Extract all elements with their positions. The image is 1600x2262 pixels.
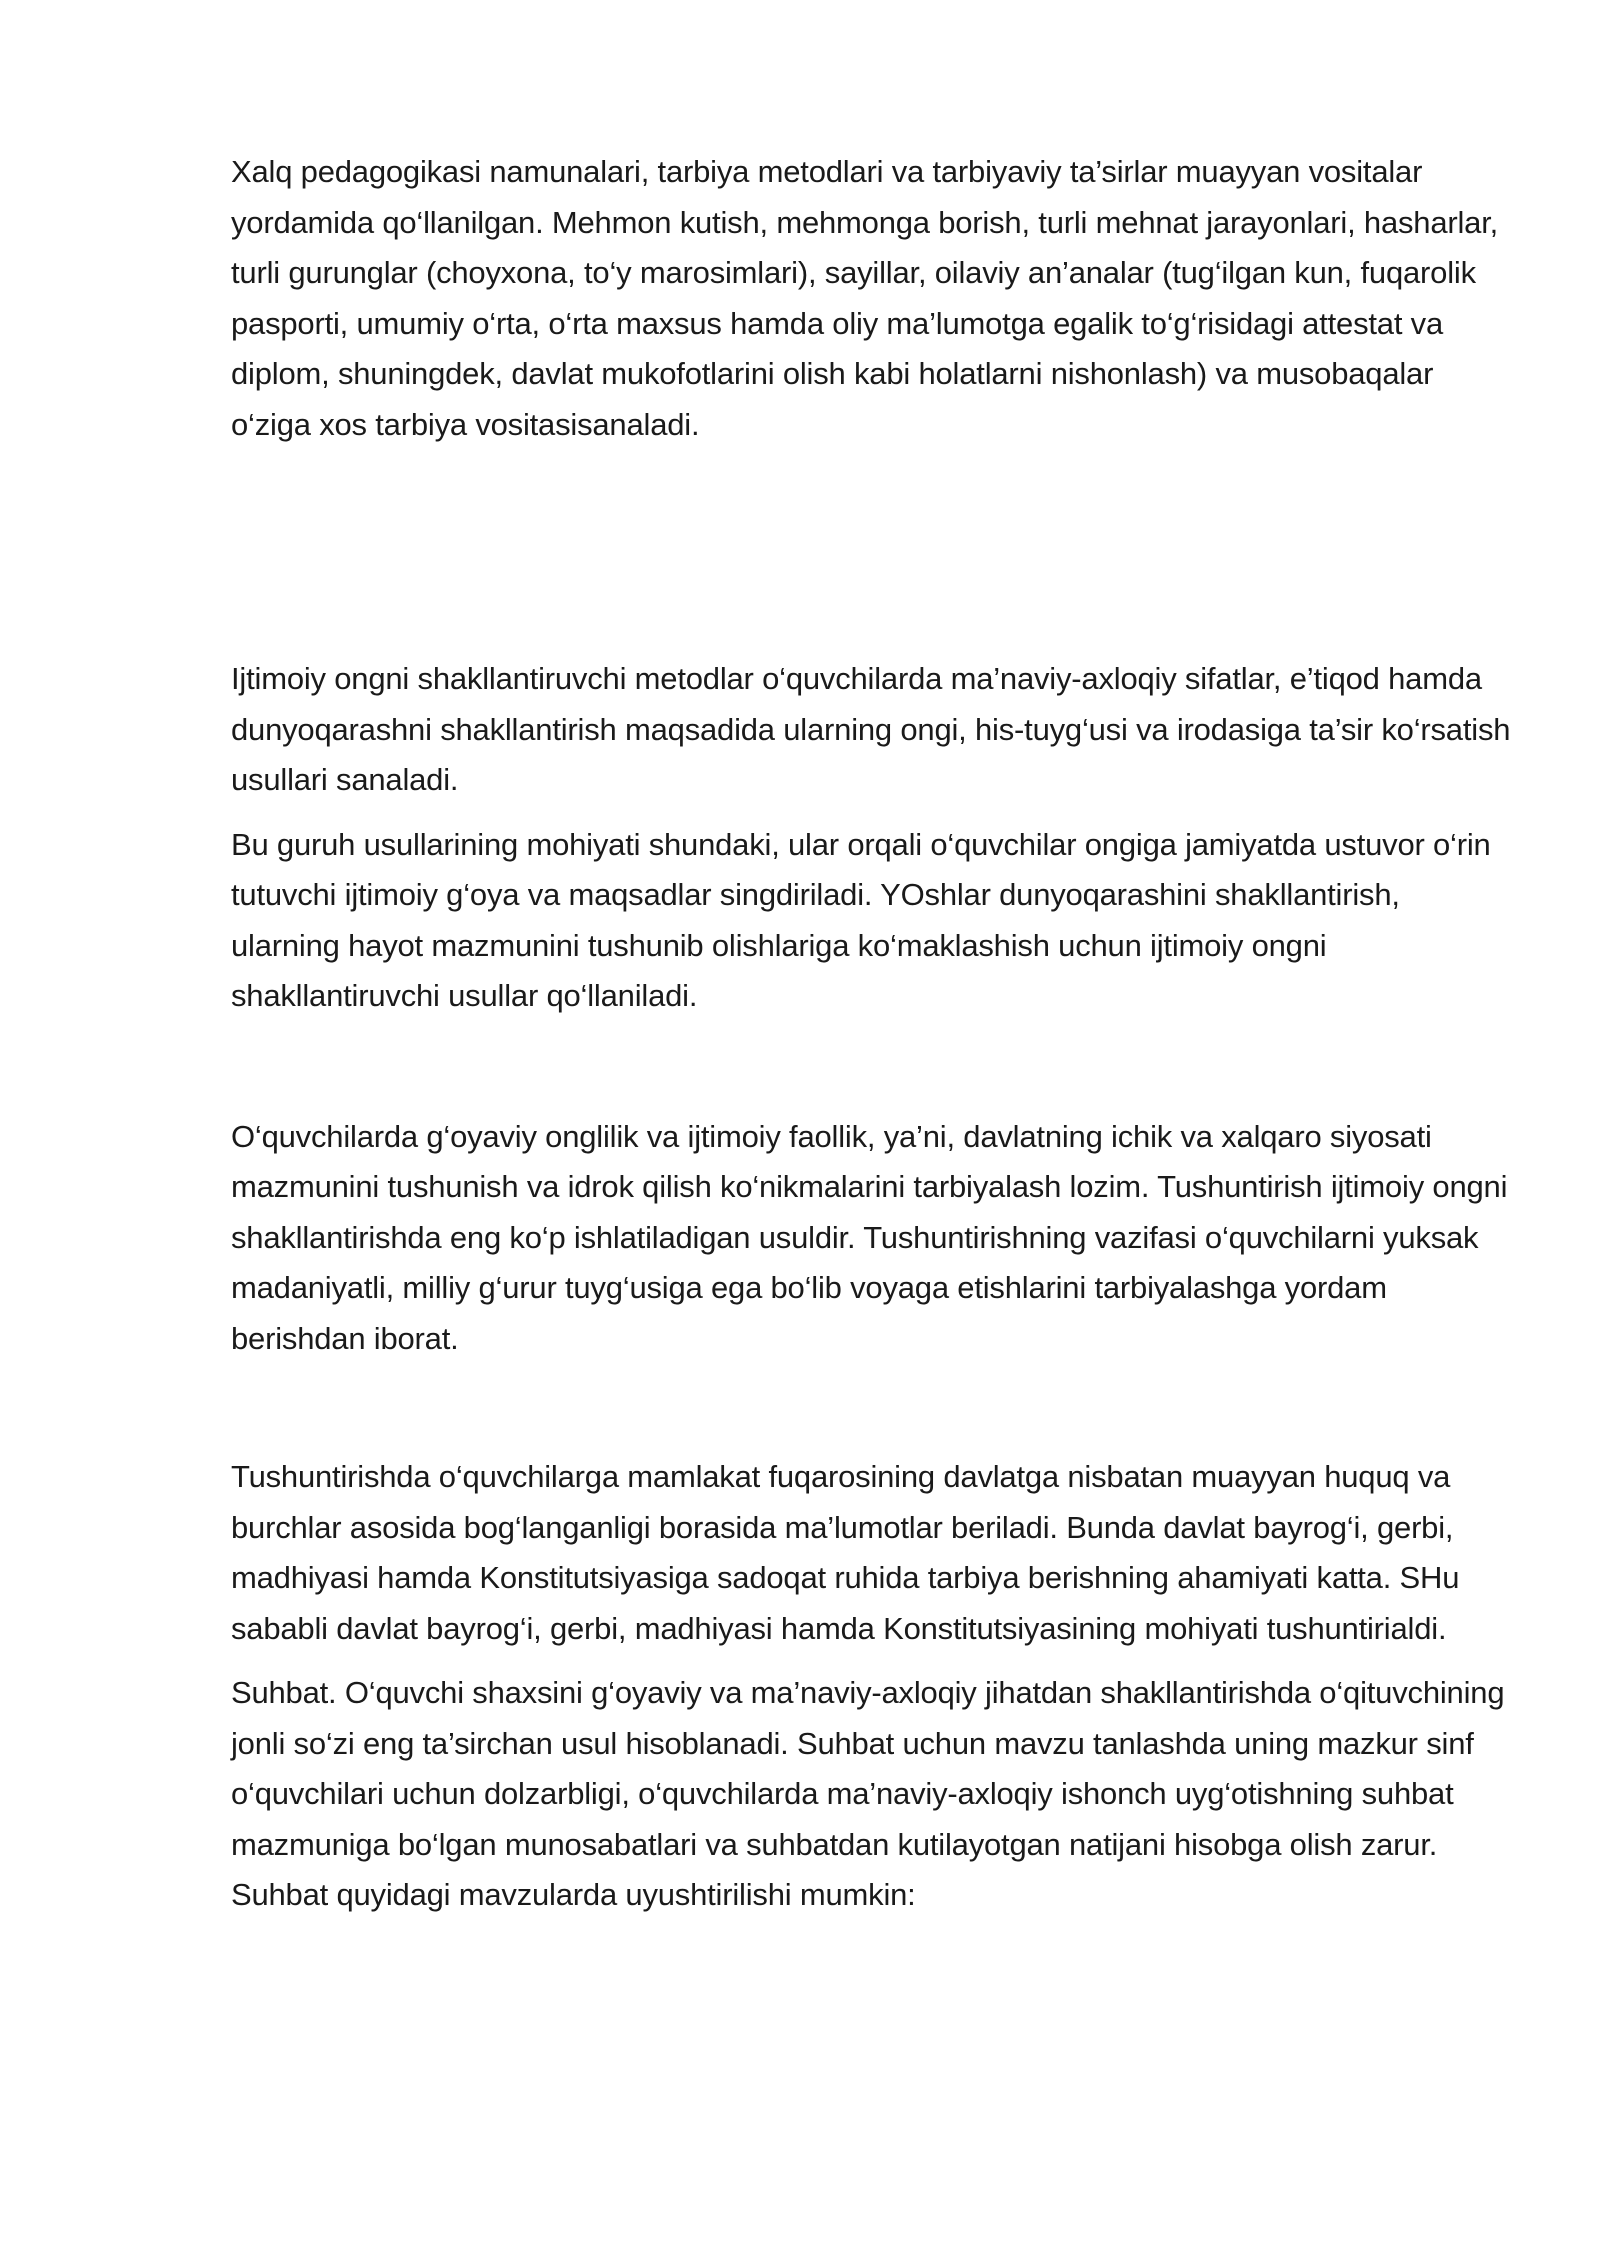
paragraph-folk-pedagogy: Xalq pedagogikasi namunalari, tarbiya metodlari va tarbiyaviy ta’sirlar muayyan vositalar yordamida qo‘llanilgan. Mehmon kutish, mehmonga borish, turli mehnat jarayonlari, hasharlar, turli gurunglar (choyxona, to‘y marosimlari), sayillar, oilaviy an’analar (tug‘ilgan kun, fuqarolik pasporti, umumiy o‘rta, o‘rta maxsus hamda oliy ma’lumotga egalik to‘g‘risidagi attestat va diplom, shuningdek, davlat mukofotlarini olish kabi holatlarni nishonlash) va musobaqalar o‘ziga xos tarbiya vositasisanaladi. <box>231 154 1499 442</box>
paragraph-group-methods-essence: Bu guruh usullarining mohiyati shundaki, ular orqali o‘quvchilar ongiga jamiyatda ustuvor o‘rin tutuvchi ijtimoiy g‘oya va maqsadlar singdiriladi. YOshlar dunyoqarashini shakllantirish, ularning hayot mazmunini tushunib olishlariga ko‘maklashish uchun ijtimoiy ongni shakllantiruvchi usullar qo‘llaniladi. <box>231 826 1491 1013</box>
paragraph-social-consciousness-methods: Ijtimoiy ongni shakllantiruvchi metodlar o‘quvchilarda ma’naviy-axloqiy sifatlar, e’tiqod hamda dunyoqarashni shakllantirish maqsadida ularning ongi, his-tuyg‘usi va irodasiga ta’sir ko‘rsatish usullari sanaladi. <box>231 661 1511 797</box>
paragraph-conversation-method: Suhbat. O‘quvchi shaxsini g‘oyaviy va ma’naviy-axloqiy jihatdan shakllantirishda o‘qituvchining jonli so‘zi eng ta’sirchan usul hisoblanadi. Suhbat uchun mavzu tanlashda uning mazkur sinf o‘quvchilari uchun dolzarbligi, o‘quvchilarda ma’naviy-axloqiy ishonch uyg‘otishning suhbat mazmuniga bo‘lgan munosabatlari va suhbatdan kutilayotgan natijani hisobga olish zarur. Suhbat quyidagi mavzularda uyushtirilishi mumkin: <box>231 1675 1505 1912</box>
text-column <box>231 147 1511 1921</box>
paragraph-explanation-rights-duties: Tushuntirishda o‘quvchilarga mamlakat fuqarosining davlatga nisbatan muayyan huquq va burchlar asosida bog‘langanligi borasida ma’lumotlar beriladi. Bunda davlat bayrog‘i, gerbi, madhiyasi hamda Konstitutsiyasiga sadoqat ruhida tarbiya berishning ahamiyati katta. SHu sababli davlat bayrog‘i, gerbi, madhiyasi hamda Konstitutsiyasining mohiyati tushuntirialdi. <box>231 1459 1460 1646</box>
paragraph-ideological-awareness: O‘quvchilarda g‘oyaviy onglilik va ijtimoiy faollik, ya’ni, davlatning ichik va xalqaro siyosati mazmunini tushunish va idrok qilish ko‘nikmalarini tarbiyalash lozim. Tushuntirish ijtimoiy ongni shakllantirishda eng ko‘p ishlatiladigan usuldir. Tushuntirishning vazifasi o‘quvchilarni yuksak madaniyatli, milliy g‘urur tuyg‘usiga ega bo‘lib voyaga etishlarini tarbiyalashga yordam berishdan iborat. <box>231 1118 1508 1356</box>
